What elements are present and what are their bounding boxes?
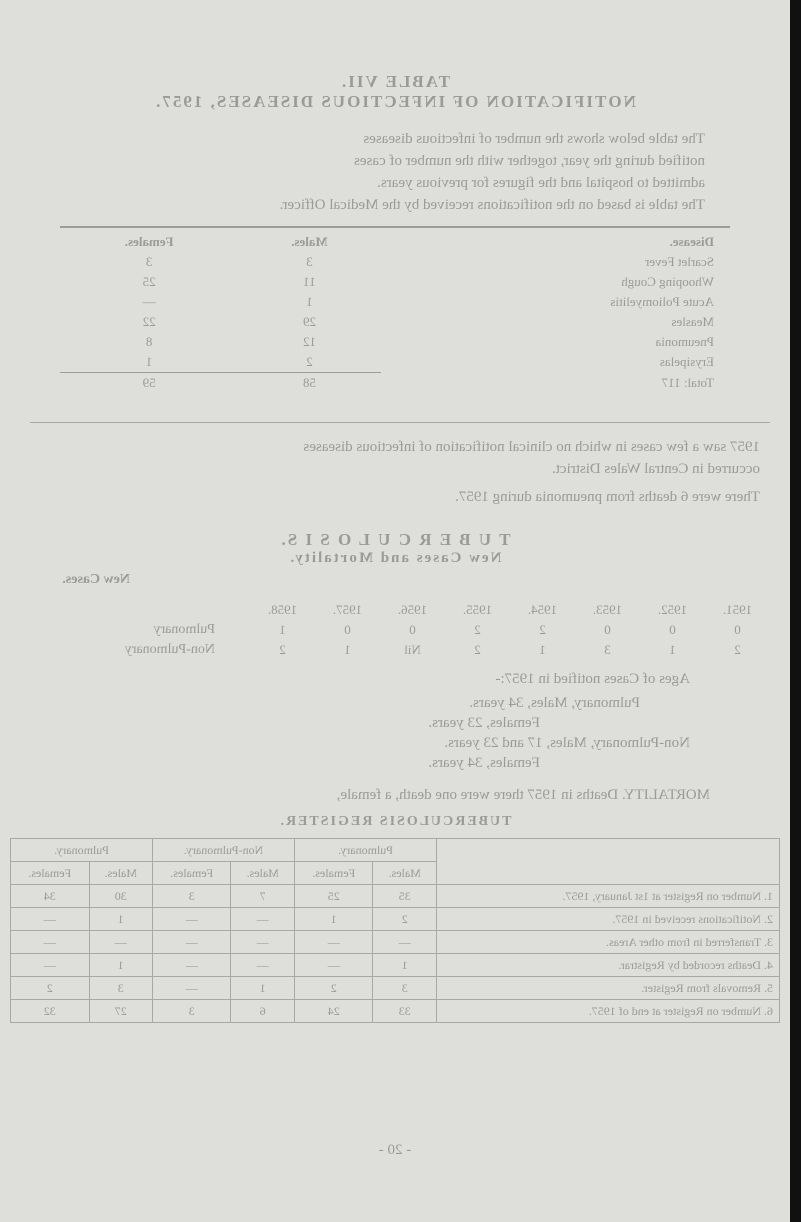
table-cell: 1	[295, 908, 373, 931]
table-cell: —	[231, 931, 295, 954]
table-cell: Pneumonia	[655, 334, 714, 349]
pulmonary-cell: 2	[539, 622, 546, 637]
section-subheading: New Cases and Mortality.	[288, 550, 502, 566]
year-cell: 1952.	[657, 602, 688, 617]
side-label-pulmonary: Pulmonary	[153, 622, 215, 637]
table-cell: —	[231, 954, 295, 977]
top-heading: TABLE VII.	[339, 72, 451, 91]
page-number: - 20 -	[378, 1142, 412, 1158]
sub-header: Males.	[89, 862, 153, 885]
table-cell: Acute Poliomyelitis	[610, 294, 714, 309]
non-pulmonary-cell: 3	[604, 642, 611, 657]
table-cell: —	[153, 908, 231, 931]
table-cell: 8	[145, 334, 153, 349]
total-males: 58	[238, 373, 380, 394]
non-pulmonary-cell: Nil	[404, 642, 421, 657]
table-cell: —	[231, 908, 295, 931]
table-cell: 1	[231, 977, 295, 1000]
table-row	[11, 954, 780, 977]
table-cell: 33	[373, 1000, 437, 1023]
group-header: Non-Pulmonary.	[153, 839, 295, 862]
table1-bottom-rule	[30, 422, 770, 423]
table-cell: 32	[11, 1000, 90, 1023]
table-cell: —	[89, 931, 153, 954]
row-label: 3. Transferred in from other Areas.	[437, 931, 780, 954]
notifications-table	[60, 232, 720, 393]
year-cell: 1958.	[267, 602, 298, 617]
intro-paragraph: The table below shows the number of infectious diseases notified during the year, together with the number of cases admitted to hospital and the figures for previous years. The table is based on the notifications received by the Medical Officer.	[279, 131, 705, 213]
header-females: Females.	[124, 234, 174, 249]
register-caption: TUBERCULOSIS REGISTER.	[278, 814, 512, 829]
table-cell: 3	[153, 1000, 231, 1023]
year-cell: 1956.	[397, 602, 428, 617]
table-cell: 2	[373, 908, 437, 931]
table-cell: 1	[89, 954, 153, 977]
year-cell: 1953.	[592, 602, 623, 617]
pulmonary-cell: 0	[344, 622, 351, 637]
table-row	[11, 977, 780, 1000]
table-cell: 12	[302, 334, 316, 349]
table-cell: 30	[89, 885, 153, 908]
year-label: New Cases.	[62, 572, 130, 587]
table1-top-rule	[60, 226, 730, 228]
table-cell: —	[11, 931, 90, 954]
table-cell: 1	[145, 354, 153, 369]
table-row	[60, 272, 720, 292]
non-pulmonary-cell: 1	[344, 642, 351, 657]
sub-header: Females.	[11, 862, 90, 885]
table-cell: 2	[11, 977, 90, 1000]
side-label-non-pulmonary: Non-Pulmonary	[124, 642, 215, 657]
table-cell: 35	[373, 885, 437, 908]
table-cell: —	[295, 931, 373, 954]
table-cell: 1	[373, 954, 437, 977]
table-cell: —	[373, 931, 437, 954]
table-cell: Measles	[671, 314, 714, 329]
table-cell: —	[11, 908, 90, 931]
table-cell: —	[11, 954, 90, 977]
table-cell: Erysipelas	[659, 354, 714, 370]
pulmonary-cell: 1	[279, 622, 286, 637]
table-row	[60, 312, 720, 332]
table-cell: Scarlet Fever	[645, 254, 714, 269]
sub-header: Females.	[153, 862, 231, 885]
table-cell: 2	[306, 354, 313, 369]
year-cell: 1951.	[722, 602, 753, 617]
cases-by-year-table	[250, 600, 770, 660]
ages-line-3: Non-Pulmonary, Males, 17 and 23 years.	[444, 735, 690, 751]
table-cell: 24	[295, 1000, 373, 1023]
table-cell: 25	[295, 885, 373, 908]
table-cell: —	[153, 931, 231, 954]
ages-heading: Ages of Cases notified in 1957:-	[495, 671, 690, 687]
non-pulmonary-cell: 1	[539, 642, 546, 657]
ages-line-4: Females, 34 years.	[428, 755, 540, 771]
table-cell: 11	[303, 274, 316, 289]
ages-line-1: Pulmonary, Males, 34 years.	[469, 695, 640, 711]
year-cell: 1957.	[332, 602, 363, 617]
table-cell: —	[295, 954, 373, 977]
table-cell: 3	[373, 977, 437, 1000]
sub-header: Males.	[373, 862, 437, 885]
table-row	[60, 292, 720, 312]
para-3: There were 6 deaths from pneumonia during 1957.	[455, 489, 760, 505]
table-cell: —	[153, 954, 231, 977]
scan-edge	[790, 0, 801, 1222]
group-header: Pulmonary.	[295, 839, 437, 862]
table-cell: 25	[142, 274, 156, 289]
table-cell: 3	[145, 254, 153, 269]
table-cell: 7	[231, 885, 295, 908]
total-females: 59	[60, 373, 238, 394]
pulmonary-cell: 0	[734, 622, 741, 637]
table-cell: 3	[306, 254, 313, 269]
table-cell: 1	[89, 908, 153, 931]
row-label: 5. Removals from Register.	[437, 977, 780, 1000]
table-cell: 2	[295, 977, 373, 1000]
table-row	[11, 885, 780, 908]
table-row	[60, 352, 720, 373]
pulmonary-cell: 0	[604, 622, 611, 637]
register-table	[10, 838, 780, 1023]
mortality-paragraph: MORTALITY. Deaths in 1957 there were one death, a female,	[336, 787, 710, 803]
table-cell: 3	[153, 885, 231, 908]
row-label: 1. Number on Register at 1st January, 1957.	[437, 885, 780, 908]
row-label: 6. Number on Register at end of 1957.	[437, 1000, 780, 1023]
pulmonary-cell: 2	[474, 622, 481, 637]
group-header: Pulmonary.	[11, 839, 153, 862]
table-cell: 27	[89, 1000, 153, 1023]
table-cell: 22	[142, 314, 156, 329]
page-title: NOTIFICATION OF INFECTIOUS DISEASES, 1957.	[154, 92, 636, 111]
section-heading: T U B E R C U L O S I S.	[279, 530, 511, 549]
table-cell: 34	[11, 885, 90, 908]
table-cell: Whooping Cough	[621, 274, 714, 289]
table-cell: 6	[231, 1000, 295, 1023]
sub-header: Males.	[231, 862, 295, 885]
non-pulmonary-cell: 2	[734, 642, 741, 657]
table-row	[11, 931, 780, 954]
table-cell: 29	[302, 314, 316, 329]
table-cell: 1	[306, 294, 313, 309]
table-row	[60, 252, 720, 272]
header-disease: Disease.	[669, 234, 714, 249]
row-label: 2. Notifications received in 1957.	[437, 908, 780, 931]
table-row	[60, 332, 720, 352]
grand-total: Total: 117	[661, 374, 714, 390]
table-cell: —	[142, 294, 156, 309]
ages-line-2: Females, 23 years.	[428, 715, 540, 731]
non-pulmonary-cell: 2	[474, 642, 481, 657]
non-pulmonary-cell: 2	[279, 642, 286, 657]
year-cell: 1954.	[527, 602, 558, 617]
non-pulmonary-cell: 1	[669, 642, 676, 657]
sub-header: Females.	[295, 862, 373, 885]
year-cell: 1955.	[462, 602, 493, 617]
table-cell: 3	[89, 977, 153, 1000]
table-row	[11, 1000, 780, 1023]
header-males: Males.	[291, 234, 328, 249]
row-label: 4. Deaths recorded by Registrar.	[437, 954, 780, 977]
pulmonary-cell: 0	[669, 622, 676, 637]
table-row	[11, 908, 780, 931]
para-2: 1957 saw a few cases in which no clinical notification of infectious diseases occurred in Central Wales District.	[303, 439, 760, 477]
table-cell: —	[153, 977, 231, 1000]
pulmonary-cell: 0	[409, 622, 416, 637]
